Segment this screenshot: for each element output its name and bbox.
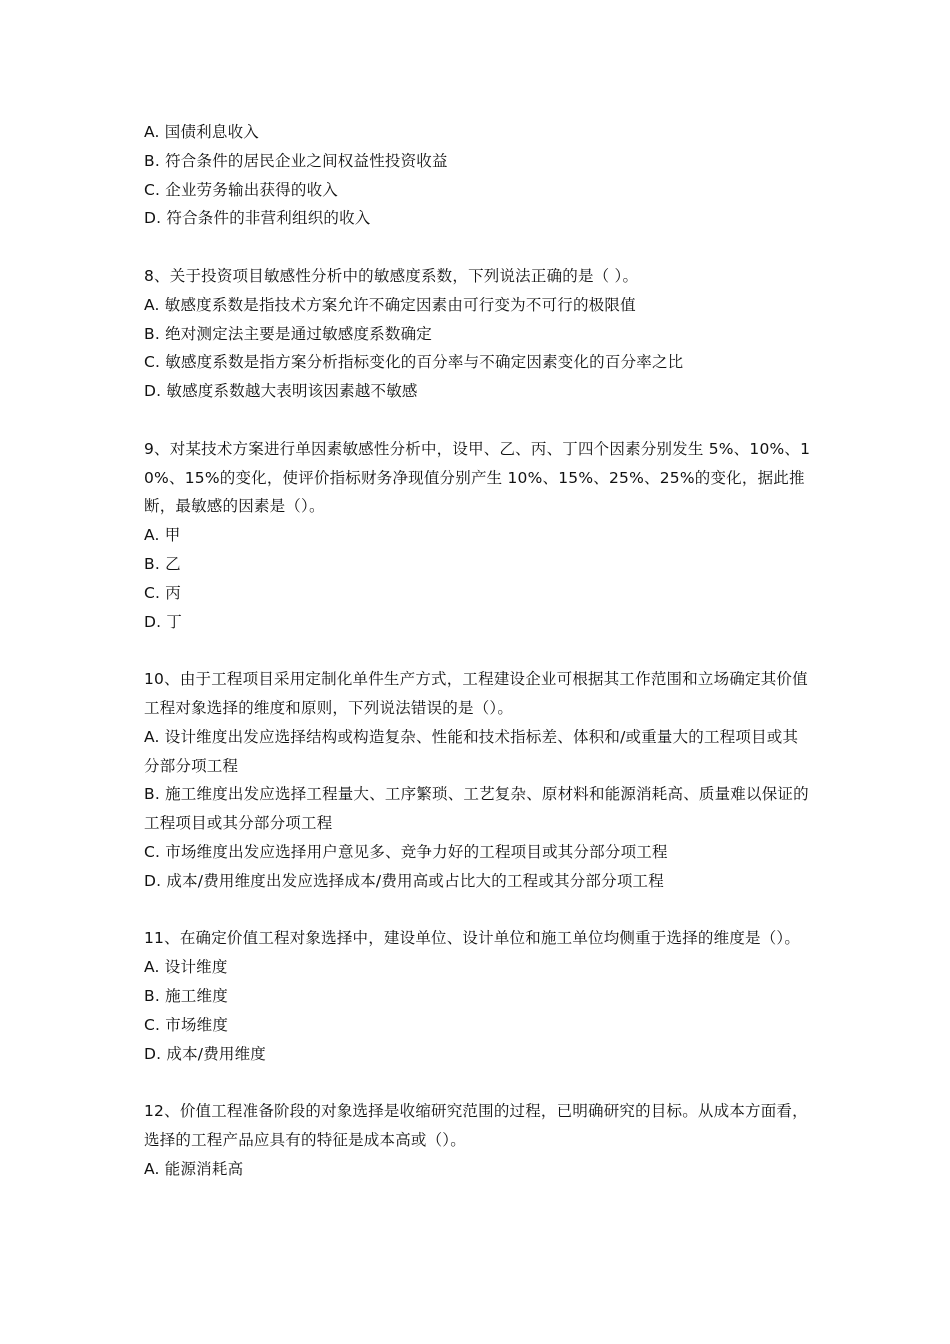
option-b: B. 符合条件的居民企业之间权益性投资收益 <box>144 151 448 170</box>
question-block-9 <box>144 435 812 637</box>
question-text: 8、关于投资项目敏感性分析中的敏感度系数，下列说法正确的是（ ）。 <box>144 266 639 285</box>
option-d: D. 丁 <box>144 612 183 631</box>
option-b: B. 施工维度 <box>144 986 228 1005</box>
question-block-12 <box>144 1097 812 1183</box>
option-a: A. 甲 <box>144 526 181 545</box>
option-b: B. 绝对测定法主要是通过敏感度系数确定 <box>144 324 432 343</box>
option-a: A. 设计维度出发应选择结构或构造复杂、性能和技术指标差、体积和/或重量大的工程项目或其分部分项工程 <box>144 727 799 775</box>
question-text: 12、价值工程准备阶段的对象选择是收缩研究范围的过程，已明确研究的目标。从成本方面看，选择的工程产品应具有的特征是成本高或（）。 <box>144 1102 808 1149</box>
question-text: 11、在确定价值工程对象选择中，建设单位、设计单位和施工单位均侧重于选择的维度是（）。 <box>144 929 801 948</box>
option-c: C. 企业劳务输出获得的收入 <box>144 180 338 199</box>
option-a: A. 设计维度 <box>144 958 228 977</box>
question-block-8 <box>144 262 812 406</box>
question-text: 10、由于工程项目采用定制化单件生产方式，工程建设企业可根据其工作范围和立场确定其价值工程对象选择的维度和原则，下列说法错误的是（）。 <box>144 670 808 717</box>
question-block-7 <box>144 118 812 233</box>
option-d: D. 成本/费用维度 <box>144 1044 267 1063</box>
option-d: D. 符合条件的非营利组织的收入 <box>144 209 371 228</box>
question-text: 9、对某技术方案进行单因素敏感性分析中，设甲、乙、丙、丁四个因素分别发生 5%、10%、10%、15%的变化，使评价指标财务净现值分别产生 10%、15%、25%、25%的变化，据此推断，最敏感的因素是（）。 <box>144 439 811 516</box>
document-content <box>144 118 812 1183</box>
option-c: C. 市场维度出发应选择用户意见多、竞争力好的工程项目或其分部分项工程 <box>144 842 668 861</box>
option-a: A. 敏感度系数是指技术方案允许不确定因素由可行变为不可行的极限值 <box>144 295 636 314</box>
option-a: A. 国债利息收入 <box>144 123 259 141</box>
option-c: C. 敏感度系数是指方案分析指标变化的百分率与不确定因素变化的百分率之比 <box>144 353 684 372</box>
option-b: B. 施工维度出发应选择工程量大、工序繁琐、工艺复杂、原材料和能源消耗高、质量难以保证的工程项目或其分部分项工程 <box>144 785 809 833</box>
option-d: D. 敏感度系数越大表明该因素越不敏感 <box>144 382 418 401</box>
option-c: C. 丙 <box>144 583 181 602</box>
question-block-11 <box>144 924 812 1068</box>
question-block-10 <box>144 665 812 895</box>
option-c: C. 市场维度 <box>144 1015 229 1034</box>
option-d: D. 成本/费用维度出发应选择成本/费用高或占比大的工程或其分部分项工程 <box>144 871 664 890</box>
option-a: A. 能源消耗高 <box>144 1159 244 1178</box>
option-b: B. 乙 <box>144 554 181 573</box>
